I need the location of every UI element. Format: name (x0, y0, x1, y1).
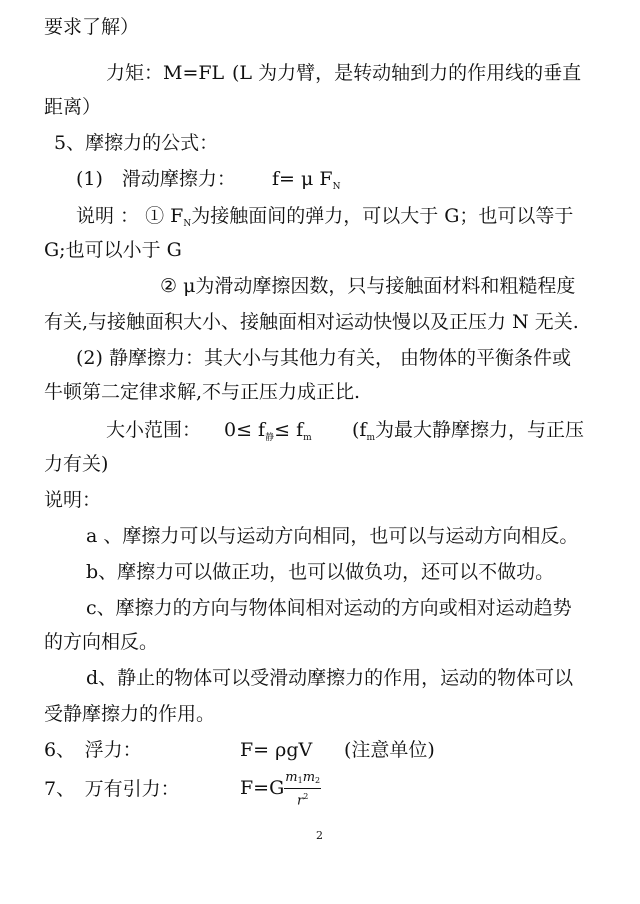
static-friction-cont: 牛顿第二定律求解,不与正压力成正比. (44, 381, 361, 403)
gravitation-formula-prefix: F=G (240, 777, 285, 799)
note-c-cont: 的方向相反。 (44, 631, 159, 653)
range-label: 大小范围： (106, 419, 202, 441)
buoyancy-label: 6、 浮力： (44, 739, 142, 761)
line-1: 要求了解） (44, 16, 140, 38)
range-note: ($f_m$为最大静摩擦力，与正压 (352, 419, 585, 443)
torque-note: (L 为力臂，是转动轴到力的作用线的垂直 (232, 62, 582, 84)
note-1-cont: G;也可以小于 G (44, 239, 182, 261)
buoyancy-note: (注意单位) (344, 739, 435, 761)
note-2-cont: 有关,与接触面积大小、接触面相对运动快慢以及正压力 N 无关. (44, 311, 579, 333)
sliding-friction-label: (1) 滑动摩擦力： (76, 168, 236, 190)
static-friction: (2) 静摩擦力：其大小与其他力有关， 由物体的平衡条件或 (76, 347, 571, 369)
note-d: d、静止的物体可以受滑动摩擦力的作用，运动的物体可以 (86, 667, 574, 689)
range-note-cont: 力有关) (44, 453, 109, 475)
friction-heading: 5、摩擦力的公式： (54, 132, 219, 154)
notes-heading: 说明： (44, 489, 102, 511)
buoyancy-formula: F= ρgV (240, 739, 313, 761)
note-b: b、摩擦力可以做正功，也可以做负功，还可以不做功。 (86, 561, 555, 583)
sliding-friction-formula: f= μ $F_N$ (272, 168, 341, 192)
gravitation-label: 7、 万有引力： (44, 778, 180, 800)
range-formula: $0\le f_静\le f_m$ (224, 419, 312, 443)
page-number: 2 (316, 829, 323, 842)
gravitation-fraction: $\frac{m1m2}{r^2}$ (285, 769, 321, 809)
note-1: 说明 ： ① $F_N$为接触面间的弹力，可以大于 G；也可以等于 (76, 205, 574, 229)
line-3: 距离） (44, 96, 102, 118)
note-2: ② μ为滑动摩擦因数，只与接触面材料和粗糙程度 (160, 275, 576, 297)
note-c: c、摩擦力的方向与物体间相对运动的方向或相对运动趋势 (86, 597, 572, 619)
torque-label: 力矩：M=FL (106, 62, 225, 84)
note-d-cont: 受静摩擦力的作用。 (44, 703, 216, 725)
gravitation-formula (240, 768, 321, 808)
note-a: a 、摩擦力可以与运动方向相同，也可以与运动方向相反。 (86, 525, 579, 547)
